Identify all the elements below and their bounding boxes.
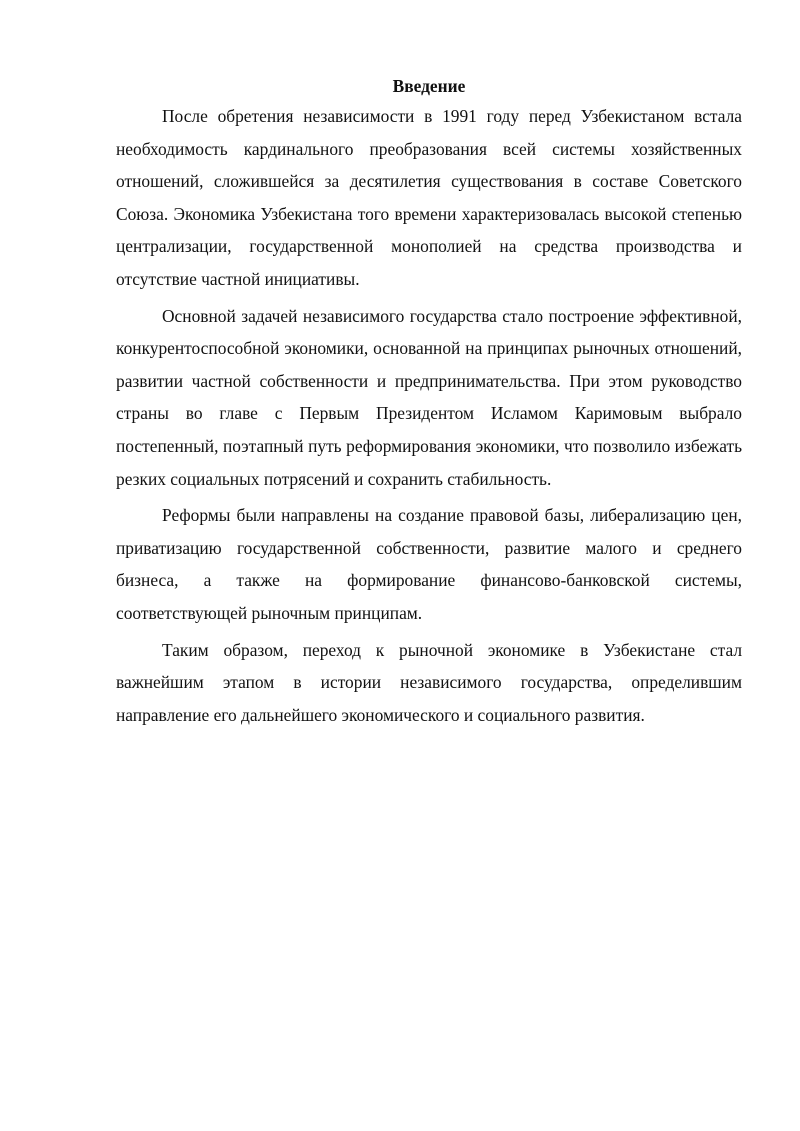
document-title: Введение — [392, 76, 466, 96]
paragraph-2: Основной задачей независимого государства стало построение эффективной, конкурентоспособной экономики, основанной на принципах рыночных отношений, развитии частной собственности и предпринимательства. При этом руководство страны во главе с Первым Президентом Исламом Каримовым выбрало постепенный, поэтапный путь реформирования экономики, что позволило избежать резких социальных потрясений и сохранить стабильность. — [116, 305, 742, 489]
paragraph-3: Реформы были направлены на создание правовой базы, либерализацию цен, приватизацию государственной собственности, развитие малого и среднего бизнеса, а также на формирование финансово-банковской системы, соответствующей рыночным принципам. — [116, 505, 742, 623]
paragraph-1: После обретения независимости в 1991 году перед Узбекистаном встала необходимость кардинального преобразования всей системы хозяйственных отношений, сложившейся за десятилетия существования в составе Советского Союза. Экономика Узбекистана того времени характеризовалась высокой степенью централизации, государственной монополией на средства производства и отсутствие частной инициативы. — [116, 106, 742, 289]
paragraph-4: Таким образом, переход к рыночной экономике в Узбекистане стал важнейшим этапом в истории независимого государства, определившим направление его дальнейшего экономического и социального развития. — [116, 639, 742, 725]
document-body — [116, 72, 742, 735]
